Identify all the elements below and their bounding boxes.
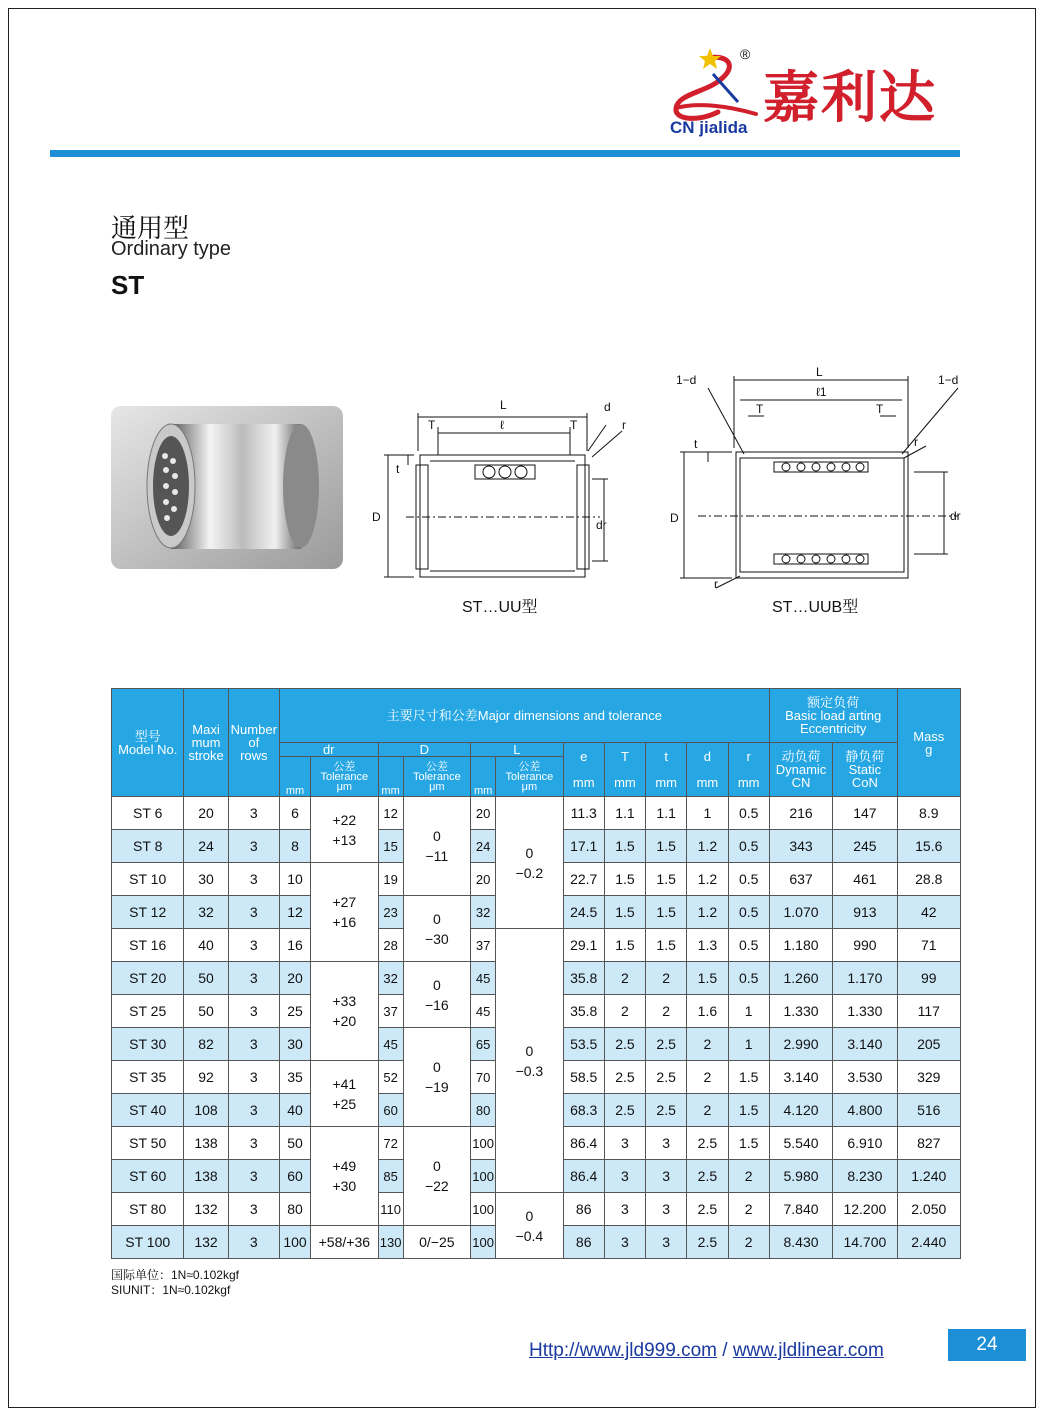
L-tolerance: 0 −0.3 xyxy=(496,929,563,1193)
cell-r: 0.5 xyxy=(728,929,769,962)
cell-r: 1.5 xyxy=(728,1061,769,1094)
cell-static: 4.800 xyxy=(833,1094,897,1127)
cell-t: 3 xyxy=(646,1226,687,1259)
L-tolerance: 0 −0.2 xyxy=(496,797,563,929)
uub-label-1d-right: 1−d xyxy=(938,373,959,387)
cell-static: 1.170 xyxy=(833,962,897,995)
model-series: ST xyxy=(111,270,145,300)
cell-model: ST 35 xyxy=(112,1061,184,1094)
cell-dr: 40 xyxy=(279,1094,310,1127)
cell-D: 12 xyxy=(378,797,403,830)
brand-name-cn: 嘉利达 xyxy=(763,65,937,131)
cell-dr: 50 xyxy=(279,1127,310,1160)
cell-stroke: 32 xyxy=(184,896,228,929)
cell-T: 3 xyxy=(604,1193,645,1226)
cell-dr: 60 xyxy=(279,1160,310,1193)
th-dynamic: 动负荷 Dynamic CN xyxy=(769,743,832,797)
cell-dynamic: 7.840 xyxy=(769,1193,832,1226)
cell-L: 24 xyxy=(471,830,496,863)
cell-r: 0.5 xyxy=(728,863,769,896)
cell-rows: 3 xyxy=(228,1160,279,1193)
dr-tolerance: +49 +30 xyxy=(311,1127,378,1226)
cell-rows: 3 xyxy=(228,1127,279,1160)
cell-dynamic: 1.070 xyxy=(769,896,832,929)
th-e: e mm xyxy=(563,743,604,797)
cell-rows: 3 xyxy=(228,863,279,896)
cell-L: 100 xyxy=(471,1193,496,1226)
cell-static: 990 xyxy=(833,929,897,962)
cell-t: 1.5 xyxy=(646,896,687,929)
cell-static: 245 xyxy=(833,830,897,863)
cell-t: 1.1 xyxy=(646,797,687,830)
uub-label-t: t xyxy=(694,437,698,451)
cell-mass: 15.6 xyxy=(897,830,960,863)
cell-d: 2 xyxy=(687,1028,728,1061)
cell-dr: 35 xyxy=(279,1061,310,1094)
D-tolerance: 0/−25 xyxy=(403,1226,470,1259)
uu-label-T1: T xyxy=(428,418,436,432)
cell-dr: 100 xyxy=(279,1226,310,1259)
cell-rows: 3 xyxy=(228,1094,279,1127)
th-stroke: Maxi mum stroke xyxy=(184,689,228,797)
cell-D: 130 xyxy=(378,1226,403,1259)
th-mass: Mass g xyxy=(897,689,960,797)
cell-dr: 30 xyxy=(279,1028,310,1061)
cell-L: 20 xyxy=(471,797,496,830)
cell-r: 1.5 xyxy=(728,1094,769,1127)
cell-L: 20 xyxy=(471,863,496,896)
cell-static: 913 xyxy=(833,896,897,929)
cell-rows: 3 xyxy=(228,797,279,830)
cell-stroke: 20 xyxy=(184,797,228,830)
cell-rows: 3 xyxy=(228,962,279,995)
cell-model: ST 50 xyxy=(112,1127,184,1160)
th-static: 静负荷 Static CoN xyxy=(833,743,897,797)
page-number: 24 xyxy=(948,1329,1026,1361)
cell-stroke: 108 xyxy=(184,1094,228,1127)
registered-mark: ® xyxy=(740,46,751,62)
cell-mass: 71 xyxy=(897,929,960,962)
caption-st-uub: ST…UUB型 xyxy=(772,599,859,616)
cell-d: 2.5 xyxy=(687,1160,728,1193)
th-load: 额定负荷 Basic load arting Eccentricity xyxy=(769,689,897,743)
cell-T: 1.5 xyxy=(604,830,645,863)
cell-e: 58.5 xyxy=(563,1061,604,1094)
table-row xyxy=(112,1193,961,1226)
cell-T: 2 xyxy=(604,995,645,1028)
cell-model: ST 20 xyxy=(112,962,184,995)
cell-e: 53.5 xyxy=(563,1028,604,1061)
cell-static: 1.330 xyxy=(833,995,897,1028)
uub-label-D: D xyxy=(670,511,679,525)
uub-label-r-bottom: r xyxy=(714,577,718,591)
cell-D: 85 xyxy=(378,1160,403,1193)
cell-dr: 20 xyxy=(279,962,310,995)
cell-model: ST 10 xyxy=(112,863,184,896)
cell-D: 110 xyxy=(378,1193,403,1226)
cell-D: 60 xyxy=(378,1094,403,1127)
cell-L: 32 xyxy=(471,896,496,929)
cell-D: 72 xyxy=(378,1127,403,1160)
table-row xyxy=(112,797,961,830)
cell-T: 1.1 xyxy=(604,797,645,830)
cell-T: 3 xyxy=(604,1226,645,1259)
cell-e: 86.4 xyxy=(563,1127,604,1160)
cell-model: ST 80 xyxy=(112,1193,184,1226)
cell-mass: 2.050 xyxy=(897,1193,960,1226)
uub-label-l1: ℓ1 xyxy=(816,385,827,399)
cell-t: 2 xyxy=(646,995,687,1028)
cell-r: 2 xyxy=(728,1193,769,1226)
th-dr-mm: mm xyxy=(279,757,310,797)
cell-d: 1.5 xyxy=(687,962,728,995)
cell-stroke: 138 xyxy=(184,1127,228,1160)
cell-static: 147 xyxy=(833,797,897,830)
cell-e: 35.8 xyxy=(563,995,604,1028)
cell-r: 1 xyxy=(728,1028,769,1061)
cell-stroke: 132 xyxy=(184,1226,228,1259)
cell-D: 52 xyxy=(378,1061,403,1094)
cell-dynamic: 216 xyxy=(769,797,832,830)
cell-d: 2 xyxy=(687,1094,728,1127)
cell-e: 24.5 xyxy=(563,896,604,929)
th-t: t mm xyxy=(646,743,687,797)
uub-label-T2: T xyxy=(876,402,884,416)
th-L-tol: 公差 Tolerance μm xyxy=(496,757,563,797)
cell-rows: 3 xyxy=(228,830,279,863)
uu-label-dr: dr xyxy=(596,518,607,532)
cell-t: 2.5 xyxy=(646,1061,687,1094)
cell-dynamic: 3.140 xyxy=(769,1061,832,1094)
cell-r: 0.5 xyxy=(728,830,769,863)
link-jld999[interactable]: Http://www.jld999.com xyxy=(529,1340,717,1361)
cell-model: ST 25 xyxy=(112,995,184,1028)
cell-rows: 3 xyxy=(228,1061,279,1094)
cell-dynamic: 8.430 xyxy=(769,1226,832,1259)
website-links xyxy=(529,1340,884,1362)
uub-label-r-top: r xyxy=(914,435,918,449)
cell-L: 65 xyxy=(471,1028,496,1061)
cell-t: 2 xyxy=(646,962,687,995)
cell-model: ST 60 xyxy=(112,1160,184,1193)
cell-r: 0.5 xyxy=(728,797,769,830)
uu-label-t: t xyxy=(396,462,400,476)
cell-r: 1 xyxy=(728,995,769,1028)
cell-rows: 3 xyxy=(228,1193,279,1226)
th-dr-tol: 公差 Tolerance μm xyxy=(311,757,378,797)
cell-dynamic: 2.990 xyxy=(769,1028,832,1061)
uub-label-dr: dr xyxy=(950,509,961,523)
cell-T: 2.5 xyxy=(604,1061,645,1094)
dr-tolerance: +33 +20 xyxy=(311,962,378,1061)
th-major: 主要尺寸和公差Major dimensions and tolerance xyxy=(279,689,769,743)
cell-t: 1.5 xyxy=(646,830,687,863)
cell-dynamic: 5.540 xyxy=(769,1127,832,1160)
cell-mass: 99 xyxy=(897,962,960,995)
cell-t: 2.5 xyxy=(646,1028,687,1061)
cell-model: ST 100 xyxy=(112,1226,184,1259)
cell-L: 100 xyxy=(471,1226,496,1259)
cell-T: 2 xyxy=(604,962,645,995)
cell-D: 45 xyxy=(378,1028,403,1061)
cell-e: 68.3 xyxy=(563,1094,604,1127)
cell-t: 1.5 xyxy=(646,863,687,896)
spec-body xyxy=(112,797,961,1259)
cell-mass: 1.240 xyxy=(897,1160,960,1193)
cell-T: 1.5 xyxy=(604,929,645,962)
cell-e: 29.1 xyxy=(563,929,604,962)
uub-label-1d-left: 1−d xyxy=(676,373,697,387)
cell-model: ST 16 xyxy=(112,929,184,962)
uu-label-l: ℓ xyxy=(500,418,504,432)
cell-d: 1.2 xyxy=(687,863,728,896)
D-tolerance: 0 −19 xyxy=(403,1028,470,1127)
cell-stroke: 30 xyxy=(184,863,228,896)
cell-e: 35.8 xyxy=(563,962,604,995)
dr-tolerance: +41 +25 xyxy=(311,1061,378,1127)
cell-dynamic: 1.260 xyxy=(769,962,832,995)
cell-dynamic: 1.180 xyxy=(769,929,832,962)
cell-rows: 3 xyxy=(228,995,279,1028)
cell-dr: 8 xyxy=(279,830,310,863)
cell-D: 28 xyxy=(378,929,403,962)
cell-L: 45 xyxy=(471,995,496,1028)
D-tolerance: 0 −11 xyxy=(403,797,470,896)
table-row xyxy=(112,929,961,962)
th-T: T mm xyxy=(604,743,645,797)
cell-rows: 3 xyxy=(228,1028,279,1061)
cell-static: 12.200 xyxy=(833,1193,897,1226)
cell-e: 11.3 xyxy=(563,797,604,830)
cell-static: 6.910 xyxy=(833,1127,897,1160)
cell-t: 1.5 xyxy=(646,929,687,962)
cell-dr: 10 xyxy=(279,863,310,896)
cell-static: 8.230 xyxy=(833,1160,897,1193)
cell-t: 2.5 xyxy=(646,1094,687,1127)
cell-L: 45 xyxy=(471,962,496,995)
cell-mass: 2.440 xyxy=(897,1226,960,1259)
unit-note-en: SIUNIT：1N≈0.102kgf xyxy=(111,1283,231,1297)
uu-label-L: L xyxy=(500,398,507,412)
type-title-cn: 通用型 xyxy=(111,213,190,243)
cell-model: ST 40 xyxy=(112,1094,184,1127)
diagram-st-uub xyxy=(668,366,978,596)
cell-model: ST 8 xyxy=(112,830,184,863)
cell-mass: 827 xyxy=(897,1127,960,1160)
cell-stroke: 132 xyxy=(184,1193,228,1226)
cell-dr: 16 xyxy=(279,929,310,962)
th-model: 型号 Model No. xyxy=(112,689,184,797)
cell-d: 1.3 xyxy=(687,929,728,962)
cell-T: 2.5 xyxy=(604,1094,645,1127)
cell-mass: 516 xyxy=(897,1094,960,1127)
dr-tolerance: +27 +16 xyxy=(311,863,378,962)
cell-stroke: 24 xyxy=(184,830,228,863)
cell-e: 86 xyxy=(563,1226,604,1259)
cell-L: 100 xyxy=(471,1127,496,1160)
uu-label-T2: T xyxy=(570,418,578,432)
cell-mass: 8.9 xyxy=(897,797,960,830)
th-dr: dr xyxy=(279,743,378,757)
cell-L: 70 xyxy=(471,1061,496,1094)
diagram-st-uu xyxy=(370,395,630,585)
cell-static: 14.700 xyxy=(833,1226,897,1259)
th-D-mm: mm xyxy=(378,757,403,797)
L-tolerance: 0 −0.4 xyxy=(496,1193,563,1259)
cell-dynamic: 637 xyxy=(769,863,832,896)
cell-dr: 80 xyxy=(279,1193,310,1226)
cell-d: 2 xyxy=(687,1061,728,1094)
cell-e: 86.4 xyxy=(563,1160,604,1193)
cell-static: 3.530 xyxy=(833,1061,897,1094)
cell-d: 1.2 xyxy=(687,830,728,863)
cell-dr: 25 xyxy=(279,995,310,1028)
type-title-en: Ordinary type xyxy=(111,238,232,260)
uub-label-T1: T xyxy=(756,402,764,416)
cell-dr: 12 xyxy=(279,896,310,929)
cell-e: 17.1 xyxy=(563,830,604,863)
th-L-mm: mm xyxy=(471,757,496,797)
cell-d: 1 xyxy=(687,797,728,830)
unit-note-cn: 国际单位：1N≈0.102kgf xyxy=(111,1268,239,1282)
cell-d: 2.5 xyxy=(687,1127,728,1160)
cell-D: 37 xyxy=(378,995,403,1028)
cell-dynamic: 1.330 xyxy=(769,995,832,1028)
cell-L: 37 xyxy=(471,929,496,962)
cell-mass: 42 xyxy=(897,896,960,929)
cell-D: 19 xyxy=(378,863,403,896)
cell-rows: 3 xyxy=(228,929,279,962)
spec-table xyxy=(111,688,961,1259)
cell-d: 1.2 xyxy=(687,896,728,929)
cell-T: 1.5 xyxy=(604,896,645,929)
cell-stroke: 92 xyxy=(184,1061,228,1094)
cell-mass: 117 xyxy=(897,995,960,1028)
cell-D: 15 xyxy=(378,830,403,863)
D-tolerance: 0 −30 xyxy=(403,896,470,962)
th-rows: Number of rows xyxy=(228,689,279,797)
cell-L: 80 xyxy=(471,1094,496,1127)
cell-stroke: 40 xyxy=(184,929,228,962)
cell-r: 0.5 xyxy=(728,962,769,995)
uu-label-D: D xyxy=(372,510,381,524)
cell-mass: 28.8 xyxy=(897,863,960,896)
cell-e: 86 xyxy=(563,1193,604,1226)
header-rule xyxy=(50,150,960,157)
cell-r: 2 xyxy=(728,1160,769,1193)
cell-model: ST 30 xyxy=(112,1028,184,1061)
link-jldlinear[interactable]: www.jldlinear.com xyxy=(732,1340,884,1361)
cell-d: 2.5 xyxy=(687,1193,728,1226)
cell-T: 3 xyxy=(604,1160,645,1193)
product-photo xyxy=(111,406,343,569)
cell-mass: 329 xyxy=(897,1061,960,1094)
uub-label-L: L xyxy=(816,366,823,379)
cell-t: 3 xyxy=(646,1127,687,1160)
cell-stroke: 50 xyxy=(184,995,228,1028)
link-separator: / xyxy=(716,1340,733,1361)
cell-mass: 205 xyxy=(897,1028,960,1061)
th-D: D xyxy=(378,743,471,757)
th-d: d mm xyxy=(687,743,728,797)
dr-tolerance: +22 +13 xyxy=(311,797,378,863)
cell-t: 3 xyxy=(646,1160,687,1193)
cell-model: ST 6 xyxy=(112,797,184,830)
cell-r: 0.5 xyxy=(728,896,769,929)
cell-r: 2 xyxy=(728,1226,769,1259)
cell-d: 2.5 xyxy=(687,1226,728,1259)
cell-stroke: 138 xyxy=(184,1160,228,1193)
cell-D: 32 xyxy=(378,962,403,995)
cell-T: 1.5 xyxy=(604,863,645,896)
cell-static: 461 xyxy=(833,863,897,896)
cell-rows: 3 xyxy=(228,1226,279,1259)
uu-label-r: r xyxy=(622,418,626,432)
th-D-tol: 公差 Tolerance μm xyxy=(403,757,470,797)
cell-e: 22.7 xyxy=(563,863,604,896)
cell-dynamic: 343 xyxy=(769,830,832,863)
cell-model: ST 12 xyxy=(112,896,184,929)
th-r: r mm xyxy=(728,743,769,797)
uu-label-d: d xyxy=(604,400,611,414)
th-L: L xyxy=(471,743,564,757)
caption-st-uu: ST…UU型 xyxy=(462,599,538,616)
brand-name-en: CN jialida xyxy=(670,118,748,137)
cell-static: 3.140 xyxy=(833,1028,897,1061)
cell-dynamic: 4.120 xyxy=(769,1094,832,1127)
cell-L: 100 xyxy=(471,1160,496,1193)
cell-stroke: 82 xyxy=(184,1028,228,1061)
cell-dr: 6 xyxy=(279,797,310,830)
dr-tolerance: +58/+36 xyxy=(311,1226,378,1259)
D-tolerance: 0 −22 xyxy=(403,1127,470,1226)
D-tolerance: 0 −16 xyxy=(403,962,470,1028)
cell-T: 3 xyxy=(604,1127,645,1160)
cell-dynamic: 5.980 xyxy=(769,1160,832,1193)
company-logo xyxy=(668,44,968,139)
cell-r: 1.5 xyxy=(728,1127,769,1160)
cell-stroke: 50 xyxy=(184,962,228,995)
cell-D: 23 xyxy=(378,896,403,929)
cell-d: 1.6 xyxy=(687,995,728,1028)
cell-T: 2.5 xyxy=(604,1028,645,1061)
cell-rows: 3 xyxy=(228,896,279,929)
cell-t: 3 xyxy=(646,1193,687,1226)
